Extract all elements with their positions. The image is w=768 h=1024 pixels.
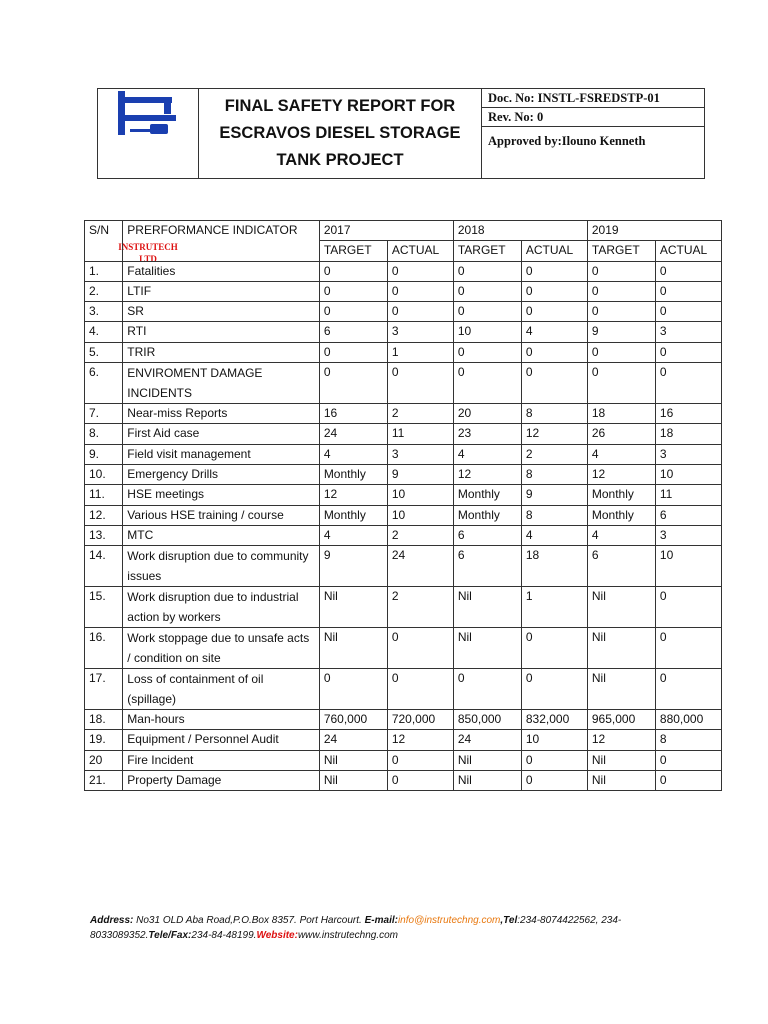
actual-header: ACTUAL	[387, 241, 453, 261]
target-cell: 26	[587, 424, 655, 444]
actual-cell: 3	[655, 525, 721, 545]
actual-cell: 11	[387, 424, 453, 444]
row-indicator: TRIR	[123, 342, 320, 362]
tel-label: ,Tel	[500, 915, 518, 926]
title-line-2: ESCRAVOS DIESEL STORAGE	[219, 124, 461, 142]
target-cell: 0	[453, 363, 521, 404]
target-cell: 18	[587, 404, 655, 424]
year-header-2017: 2017	[319, 221, 453, 241]
row-sn: 13.	[85, 525, 123, 545]
target-cell: 6	[587, 546, 655, 587]
table-row	[85, 302, 722, 322]
table-row	[85, 444, 722, 464]
row-sn: 16.	[85, 628, 123, 669]
target-cell: 0	[587, 281, 655, 301]
row-sn: 10.	[85, 464, 123, 484]
website-label: Website:	[256, 930, 298, 941]
actual-cell: 2	[521, 444, 587, 464]
table-row	[85, 710, 722, 730]
table-row	[85, 404, 722, 424]
row-sn: 5.	[85, 342, 123, 362]
actual-cell: 0	[655, 587, 721, 628]
target-cell: 760,000	[319, 710, 387, 730]
year-header-2019: 2019	[587, 221, 721, 241]
row-sn: 2.	[85, 281, 123, 301]
target-cell: 0	[453, 302, 521, 322]
actual-cell: 8	[521, 404, 587, 424]
target-cell: 0	[319, 342, 387, 362]
table-row	[85, 464, 722, 484]
target-cell: Nil	[587, 750, 655, 770]
target-cell: 12	[319, 485, 387, 505]
actual-cell: 880,000	[655, 710, 721, 730]
target-cell: 0	[319, 281, 387, 301]
target-cell: Monthly	[319, 464, 387, 484]
report-title	[199, 89, 482, 178]
actual-cell: 8	[655, 730, 721, 750]
target-cell: Nil	[587, 771, 655, 791]
actual-cell: 3	[655, 322, 721, 342]
target-cell: Monthly	[453, 485, 521, 505]
actual-cell: 0	[387, 363, 453, 404]
actual-cell: 0	[655, 363, 721, 404]
target-cell: 0	[319, 261, 387, 281]
row-sn: 14.	[85, 546, 123, 587]
company-name-line1: INSTRUTECH	[118, 242, 178, 252]
address-label: Address:	[90, 915, 134, 926]
target-cell: Nil	[319, 771, 387, 791]
row-indicator: Fire Incident	[123, 750, 320, 770]
fax-label: Tele/Fax:	[148, 930, 192, 941]
target-cell: Nil	[319, 587, 387, 628]
target-cell: 24	[319, 730, 387, 750]
actual-cell: 6	[655, 505, 721, 525]
target-header: TARGET	[453, 241, 521, 261]
row-indicator: Property Damage	[123, 771, 320, 791]
row-sn: 3.	[85, 302, 123, 322]
table-row	[85, 771, 722, 791]
target-cell: 0	[587, 302, 655, 322]
actual-cell: 10	[387, 505, 453, 525]
target-cell: 12	[587, 464, 655, 484]
actual-header: ACTUAL	[521, 241, 587, 261]
footer-contact	[90, 913, 715, 943]
actual-cell: 0	[655, 302, 721, 322]
target-cell: 24	[319, 424, 387, 444]
target-cell: 0	[453, 261, 521, 281]
row-indicator: Man-hours	[123, 710, 320, 730]
actual-cell: 10	[521, 730, 587, 750]
actual-cell: 4	[521, 525, 587, 545]
actual-cell: 9	[521, 485, 587, 505]
row-indicator: Emergency Drills	[123, 464, 320, 484]
row-indicator: Near-miss Reports	[123, 404, 320, 424]
actual-cell: 10	[655, 464, 721, 484]
actual-cell: 18	[521, 546, 587, 587]
email-link[interactable]: info@instrutechng.com	[397, 915, 501, 926]
target-cell: 0	[453, 281, 521, 301]
tel-text: :234-8074422562, 234-8033089352.	[90, 915, 622, 941]
row-indicator: MTC	[123, 525, 320, 545]
table-row	[85, 546, 722, 587]
email-label: E-mail:	[364, 915, 398, 926]
table-row	[85, 363, 722, 404]
table-row	[85, 322, 722, 342]
actual-cell: 8	[521, 505, 587, 525]
actual-cell: 0	[387, 669, 453, 710]
table-row	[85, 424, 722, 444]
target-cell: Nil	[587, 587, 655, 628]
actual-cell: 24	[387, 546, 453, 587]
actual-cell: 10	[387, 485, 453, 505]
sn-header: S/N	[85, 221, 123, 262]
target-cell: Monthly	[587, 505, 655, 525]
revision-number: Rev. No: 0	[482, 108, 704, 127]
target-header: TARGET	[587, 241, 655, 261]
row-sn: 12.	[85, 505, 123, 525]
table-row	[85, 628, 722, 669]
row-sn: 1.	[85, 261, 123, 281]
approved-by: Approved by:Ilouno Kenneth	[488, 134, 646, 148]
actual-cell: 1	[521, 587, 587, 628]
actual-cell: 12	[521, 424, 587, 444]
target-cell: 12	[453, 464, 521, 484]
actual-cell: 0	[521, 281, 587, 301]
table-row	[85, 750, 722, 770]
table-row	[85, 587, 722, 628]
address-text: No31 OLD Aba Road,P.O.Box 8357. Port Harcourt.	[133, 915, 365, 926]
row-indicator: Equipment / Personnel Audit	[123, 730, 320, 750]
target-cell: 4	[453, 444, 521, 464]
row-sn: 17.	[85, 669, 123, 710]
target-cell: 0	[453, 669, 521, 710]
actual-cell: 0	[521, 342, 587, 362]
target-cell: Nil	[453, 750, 521, 770]
target-cell: 0	[453, 342, 521, 362]
actual-cell: 2	[387, 404, 453, 424]
actual-cell: 0	[387, 281, 453, 301]
target-cell: 850,000	[453, 710, 521, 730]
row-indicator: Loss of containment of oil (spillage)	[123, 669, 320, 710]
actual-cell: 0	[387, 771, 453, 791]
target-cell: 16	[319, 404, 387, 424]
row-indicator: RTI	[123, 322, 320, 342]
company-name-line2: LTD	[139, 254, 157, 264]
target-cell: 6	[319, 322, 387, 342]
target-cell: Nil	[319, 750, 387, 770]
target-cell: 0	[319, 302, 387, 322]
table-row	[85, 525, 722, 545]
indicator-header: PRERFORMANCE INDICATOR	[123, 221, 320, 262]
instrutech-logo-icon	[112, 91, 184, 241]
actual-cell: 720,000	[387, 710, 453, 730]
actual-cell: 0	[655, 750, 721, 770]
row-sn: 11.	[85, 485, 123, 505]
row-indicator: ENVIROMENT DAMAGE INCIDENTS	[123, 363, 320, 404]
target-cell: Monthly	[319, 505, 387, 525]
actual-cell: 0	[387, 261, 453, 281]
actual-cell: 0	[387, 302, 453, 322]
row-sn: 15.	[85, 587, 123, 628]
actual-cell: 0	[521, 750, 587, 770]
actual-cell: 16	[655, 404, 721, 424]
table-row	[85, 730, 722, 750]
doc-number: Doc. No: INSTL-FSREDSTP-01	[482, 89, 704, 108]
row-indicator: Work disruption due to industrial action by workers	[123, 587, 320, 628]
target-cell: 4	[319, 525, 387, 545]
row-sn: 9.	[85, 444, 123, 464]
actual-cell: 3	[655, 444, 721, 464]
table-row	[85, 281, 722, 301]
table-row	[85, 485, 722, 505]
target-cell: 9	[587, 322, 655, 342]
row-indicator: First Aid case	[123, 424, 320, 444]
actual-cell: 832,000	[521, 710, 587, 730]
title-line-3: TANK PROJECT	[276, 151, 404, 169]
actual-cell: 4	[521, 322, 587, 342]
performance-table	[84, 220, 722, 791]
row-sn: 8.	[85, 424, 123, 444]
target-cell: Monthly	[587, 485, 655, 505]
actual-cell: 11	[655, 485, 721, 505]
row-indicator: HSE meetings	[123, 485, 320, 505]
row-sn: 7.	[85, 404, 123, 424]
row-indicator: SR	[123, 302, 320, 322]
year-header-2018: 2018	[453, 221, 587, 241]
title-line-1: FINAL SAFETY REPORT FOR	[224, 97, 456, 115]
actual-cell: 0	[655, 342, 721, 362]
row-indicator: LTIF	[123, 281, 320, 301]
target-cell: Nil	[453, 771, 521, 791]
actual-cell: 9	[387, 464, 453, 484]
actual-cell: 0	[521, 363, 587, 404]
target-cell: 4	[587, 444, 655, 464]
target-cell: 0	[587, 261, 655, 281]
actual-cell: 0	[387, 628, 453, 669]
target-cell: 0	[319, 669, 387, 710]
target-cell: Nil	[453, 587, 521, 628]
target-cell: 20	[453, 404, 521, 424]
target-cell: 965,000	[587, 710, 655, 730]
actual-cell: 2	[387, 587, 453, 628]
fax-text: 234-84-48199.	[191, 930, 257, 941]
actual-cell: 8	[521, 464, 587, 484]
actual-cell: 1	[387, 342, 453, 362]
row-sn: 19.	[85, 730, 123, 750]
row-sn: 21.	[85, 771, 123, 791]
actual-cell: 0	[521, 669, 587, 710]
row-indicator: Field visit management	[123, 444, 320, 464]
target-cell: 0	[319, 363, 387, 404]
actual-cell: 0	[521, 628, 587, 669]
row-sn: 6.	[85, 363, 123, 404]
target-cell: Monthly	[453, 505, 521, 525]
actual-cell: 10	[655, 546, 721, 587]
row-indicator: Fatalities	[123, 261, 320, 281]
actual-cell: 0	[387, 750, 453, 770]
target-cell: 6	[453, 525, 521, 545]
table-header-row	[85, 221, 722, 241]
actual-cell: 0	[655, 771, 721, 791]
target-cell: 0	[587, 342, 655, 362]
target-cell: 9	[319, 546, 387, 587]
table-row	[85, 342, 722, 362]
table-body	[85, 261, 722, 791]
row-indicator: Work disruption due to community issues	[123, 546, 320, 587]
document-meta	[482, 89, 704, 178]
actual-cell: 0	[521, 771, 587, 791]
target-cell: Nil	[587, 669, 655, 710]
actual-cell: 12	[387, 730, 453, 750]
actual-cell: 0	[655, 669, 721, 710]
row-indicator: Various HSE training / course	[123, 505, 320, 525]
actual-cell: 3	[387, 444, 453, 464]
target-cell: 24	[453, 730, 521, 750]
target-cell: Nil	[587, 628, 655, 669]
target-cell: 23	[453, 424, 521, 444]
actual-cell: 0	[655, 261, 721, 281]
target-cell: 4	[587, 525, 655, 545]
actual-cell: 18	[655, 424, 721, 444]
target-cell: Nil	[453, 628, 521, 669]
row-sn: 20	[85, 750, 123, 770]
actual-header: ACTUAL	[655, 241, 721, 261]
target-cell: 0	[587, 363, 655, 404]
row-indicator: Work stoppage due to unsafe acts / condition on site	[123, 628, 320, 669]
actual-cell: 0	[655, 281, 721, 301]
actual-cell: 3	[387, 322, 453, 342]
actual-cell: 0	[655, 628, 721, 669]
row-sn: 18.	[85, 710, 123, 730]
target-cell: 12	[587, 730, 655, 750]
actual-cell: 2	[387, 525, 453, 545]
actual-cell: 0	[521, 302, 587, 322]
target-cell: 4	[319, 444, 387, 464]
table-row	[85, 505, 722, 525]
website-link[interactable]: www.instrutechng.com	[297, 930, 398, 941]
target-cell: Nil	[319, 628, 387, 669]
table-row	[85, 669, 722, 710]
target-cell: 10	[453, 322, 521, 342]
actual-cell: 0	[521, 261, 587, 281]
target-header: TARGET	[319, 241, 387, 261]
table-row	[85, 261, 722, 281]
target-cell: 6	[453, 546, 521, 587]
row-sn: 4.	[85, 322, 123, 342]
